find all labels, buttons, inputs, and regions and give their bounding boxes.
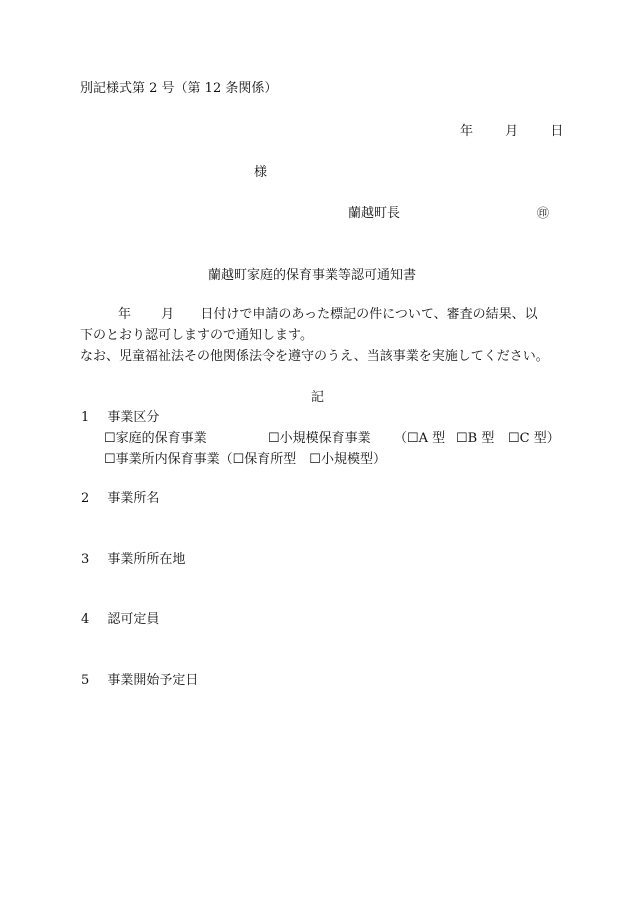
item-3-number: 3 <box>81 552 90 567</box>
item-5-number: 5 <box>81 673 90 688</box>
date-year: 年 <box>460 124 474 139</box>
item-1 <box>81 409 159 427</box>
checkbox-type-b[interactable]: ☐B 型 <box>456 431 495 446</box>
date-month: 月 <box>505 124 519 139</box>
checkbox-type-a[interactable]: （☐A 型 <box>394 431 446 446</box>
item-1-number: 1 <box>81 410 90 425</box>
item-3-label: 事業所所在地 <box>107 552 186 567</box>
item-2 <box>81 490 159 508</box>
checkbox-type-c[interactable]: ☐C 型） <box>508 431 560 446</box>
seal-mark: ㊞ <box>537 206 550 220</box>
sender-title: 蘭越町長 <box>348 206 401 221</box>
body-year: 年 <box>118 307 132 322</box>
item-4 <box>81 611 159 629</box>
body-line-2: 下のとおり認可しますので通知します。 <box>80 328 313 343</box>
item-5 <box>81 672 198 690</box>
checkbox-small-scale[interactable]: ☐小規模保育事業 <box>268 431 371 446</box>
item-1-label: 事業区分 <box>107 410 160 425</box>
date-day: 日 <box>550 124 564 139</box>
date-line <box>460 123 563 141</box>
document-title: 蘭越町家庭的保育事業等認可通知書 <box>208 268 417 283</box>
body-month: 月 <box>161 307 175 322</box>
checkbox-home-care[interactable]: ☐家庭的保育事業 <box>104 431 207 446</box>
item-2-label: 事業所名 <box>107 491 160 506</box>
ki-heading: 記 <box>311 390 325 405</box>
body-line-1-rest: 日付けで申請のあった標記の件について、審査の結果、以 <box>200 307 538 322</box>
checkbox-workplace[interactable]: ☐事業所内保育事業（☐保育所型 ☐小規模型） <box>104 452 386 467</box>
item-4-number: 4 <box>81 612 90 627</box>
body-line-3: なお、児童福祉法その他関係法令を遵守のうえ、当該事業を実施してください。 <box>80 349 549 364</box>
body-line-1 <box>118 306 538 324</box>
item-2-number: 2 <box>81 491 90 506</box>
addressee-honorific: 様 <box>254 165 268 180</box>
item-5-label: 事業開始予定日 <box>107 673 199 688</box>
item-4-label: 認可定員 <box>107 612 160 627</box>
item-3 <box>81 551 185 569</box>
form-number-label: 別記様式第 2 号（第 12 条関係） <box>80 81 278 96</box>
